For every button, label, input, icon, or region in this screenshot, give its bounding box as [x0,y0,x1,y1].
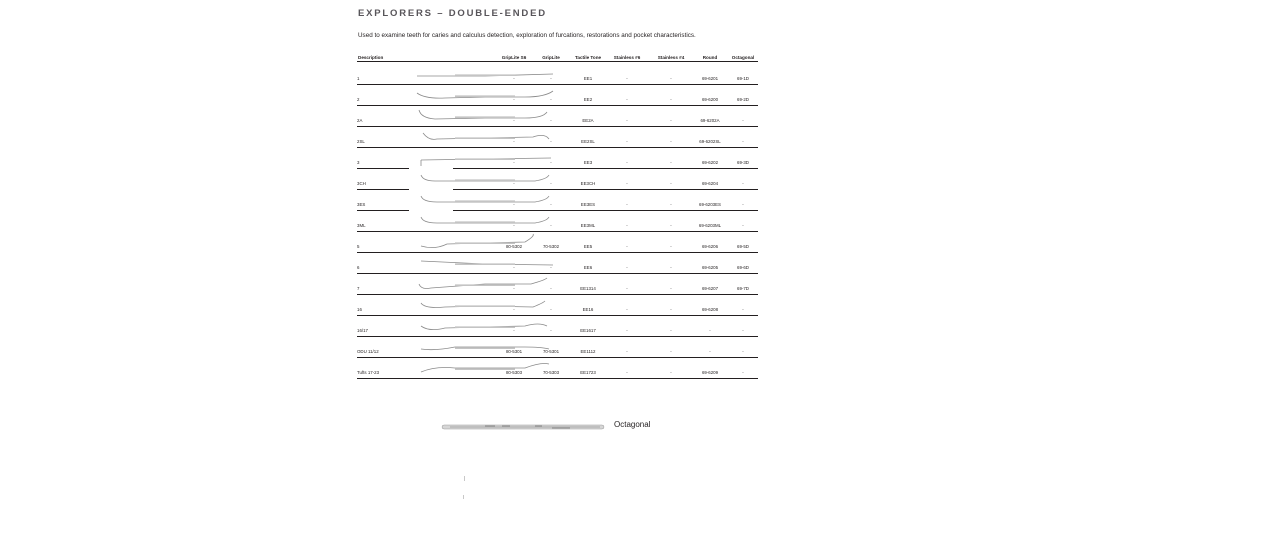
cell-griplite-s6: - [513,223,515,228]
cell-tactile-tone: EE1314 [580,286,596,291]
cell-description: 16/17 [357,328,368,333]
cell-stainless-6: - [626,307,628,312]
cell-stainless-6: - [626,76,628,81]
cell-stainless-4: - [670,223,672,228]
cell-stainless-4: - [670,181,672,186]
cell-griplite: - [550,286,552,291]
cell-round: 69-6202A [700,118,720,123]
cell-stainless-6: - [626,202,628,207]
cell-octagonal: - [742,202,744,207]
intro-text: Used to examine teeth for caries and calculus detection, exploration of furcations, restorations and pocket characteristics. [358,32,696,39]
cell-description: ODU 11/12 [357,349,379,354]
cell-octagonal: 69-2D [737,97,749,102]
cell-stainless-4: - [670,160,672,165]
cell-tactile-tone: EE6 [583,265,593,270]
cell-octagonal: 69-5D [737,244,749,249]
cell-griplite-s6: - [513,160,515,165]
cell-octagonal: - [742,139,744,144]
instrument-image [415,358,555,380]
cell-stainless-6: - [626,265,628,270]
cell-stainless-6: - [626,349,628,354]
cell-griplite: - [550,202,552,207]
cell-tactile-tone: EE16 [582,307,594,312]
cell-griplite-s6: - [513,307,515,312]
cell-round: - [709,328,711,333]
cell-round: 69-6202 [701,160,719,165]
instrument-image [415,295,555,317]
cell-description: 2 [357,97,360,102]
cell-griplite: 70-5302 [542,244,560,249]
cell-round: 69-6200 [701,97,719,102]
cell-octagonal: 69-1D [737,76,749,81]
cell-stainless-4: - [670,118,672,123]
cell-round: 69-6207 [701,286,719,291]
cell-stainless-6: - [626,244,628,249]
instrument-image [415,85,555,107]
cell-octagonal: - [742,118,744,123]
instrument-image [415,64,555,86]
col-header-stainless-4: Stainless #4 [657,55,685,60]
cell-round: - [709,349,711,354]
cell-octagonal: - [742,307,744,312]
cell-tactile-tone: EE2A [582,118,594,123]
cell-octagonal: 69-6D [737,265,749,270]
cell-octagonal: - [742,328,744,333]
cell-description: 3CH [357,181,366,186]
col-header-stainless-6: Stainless #6 [613,55,641,60]
cell-stainless-6: - [626,139,628,144]
header-divider [357,61,758,62]
cell-tactile-tone: EE5 [583,244,593,249]
cell-octagonal: 69-7D [737,286,749,291]
cell-tactile-tone: EE3ML [580,223,596,228]
cell-description: 3 [357,160,360,165]
cell-griplite-s6: 80-5302 [505,244,523,249]
cell-stainless-4: - [670,97,672,102]
cell-round: 69-6203ES [699,202,721,207]
row-divider [357,210,409,211]
octagonal-label: Octagonal [614,420,651,429]
cell-griplite-s6: - [513,265,515,270]
row-divider [357,168,409,169]
instrument-image [415,190,555,212]
cell-stainless-4: - [670,244,672,249]
col-header-tactile-tone: Tactile Tone [574,55,602,60]
cell-stainless-6: - [626,181,628,186]
col-header-griplite: GripLite [542,55,560,60]
cell-griplite-s6: 80-5303 [505,370,523,375]
cell-griplite-s6: - [513,76,515,81]
cell-description: 1 [357,76,360,81]
cell-octagonal: - [742,223,744,228]
cell-griplite-s6: - [513,328,515,333]
cell-stainless-6: - [626,97,628,102]
instrument-image [415,274,555,296]
cell-stainless-6: - [626,118,628,123]
octagonal-handle-image [440,420,610,434]
cell-tactile-tone: EE1112 [580,349,596,354]
row-divider [357,189,409,190]
cell-stainless-6: - [626,328,628,333]
cell-griplite-s6: - [513,181,515,186]
cell-griplite: - [550,139,552,144]
cell-stainless-4: - [670,286,672,291]
col-header-description: Description [358,55,384,60]
cell-octagonal: - [742,181,744,186]
cell-octagonal: - [742,370,744,375]
instrument-image [415,316,555,338]
cell-description: Tufts 17-23 [357,370,380,375]
cell-stainless-4: - [670,307,672,312]
cell-griplite: 70-5303 [542,370,560,375]
cell-tactile-tone: EE1 [583,76,593,81]
cell-griplite: 70-5301 [542,349,560,354]
cell-griplite-s6: - [513,139,515,144]
instrument-image [415,169,555,191]
cell-stainless-4: - [670,139,672,144]
col-header-griplite-s6: GripLite S6 [501,55,527,60]
cell-griplite-s6: 80-5301 [505,349,523,354]
cell-round: 69-6208 [701,307,719,312]
cell-description: 7 [357,286,360,291]
instrument-image [415,127,555,149]
cell-griplite: - [550,97,552,102]
cell-griplite: - [550,328,552,333]
cell-griplite-s6: - [513,202,515,207]
cell-griplite: - [550,265,552,270]
cell-griplite: - [550,307,552,312]
col-header-octagonal: Octagonal [731,55,755,60]
cell-description: 16 [357,307,362,312]
cell-tactile-tone: EE1617 [580,328,596,333]
cell-stainless-4: - [670,370,672,375]
cell-round: 69-6203ML [698,223,722,228]
page-mark [464,476,465,481]
cell-stainless-4: - [670,202,672,207]
cell-tactile-tone: EE2 [583,97,593,102]
cell-description: 5 [357,244,360,249]
cell-stainless-4: - [670,265,672,270]
row-divider [357,378,758,379]
cell-tactile-tone: EE3CH [580,181,596,186]
cell-octagonal: - [742,349,744,354]
cell-stainless-4: - [670,328,672,333]
cell-tactile-tone: EE1723 [580,370,596,375]
cell-griplite: - [550,160,552,165]
cell-griplite-s6: - [513,97,515,102]
cell-round: 69-6206 [701,244,719,249]
instrument-image [415,211,555,233]
cell-griplite: - [550,76,552,81]
cell-tactile-tone: EE3 [583,160,593,165]
cell-octagonal: 69-3D [737,160,749,165]
col-header-round: Round [702,55,718,60]
page-title: EXPLORERS – DOUBLE-ENDED [358,8,547,19]
cell-description: 6 [357,265,360,270]
instrument-image [415,337,555,359]
instrument-image [415,106,555,128]
cell-round: 69-6205 [701,265,719,270]
cell-stainless-4: - [670,349,672,354]
cell-stainless-6: - [626,160,628,165]
cell-griplite-s6: - [513,286,515,291]
cell-round: 69-6204 [701,181,719,186]
cell-description: 2A [357,118,363,123]
cell-stainless-6: - [626,370,628,375]
cell-round: 69-6202SL [699,139,721,144]
instrument-image [415,148,555,170]
cell-description: 2SL [357,139,365,144]
table-row [357,370,758,391]
cell-stainless-4: - [670,76,672,81]
cell-griplite: - [550,181,552,186]
cell-griplite: - [550,118,552,123]
cell-stainless-6: - [626,223,628,228]
cell-description: 3ES [357,202,366,207]
cell-tactile-tone: EE3ES [580,202,596,207]
instrument-image [415,232,555,254]
cell-griplite: - [550,223,552,228]
page-mark [463,495,464,499]
cell-round: 69-6209 [701,370,719,375]
cell-round: 69-6201 [701,76,719,81]
cell-griplite-s6: - [513,118,515,123]
instrument-image [415,253,555,275]
cell-tactile-tone: EE2SL [581,139,595,144]
cell-stainless-6: - [626,286,628,291]
cell-description: 3ML [357,223,366,228]
